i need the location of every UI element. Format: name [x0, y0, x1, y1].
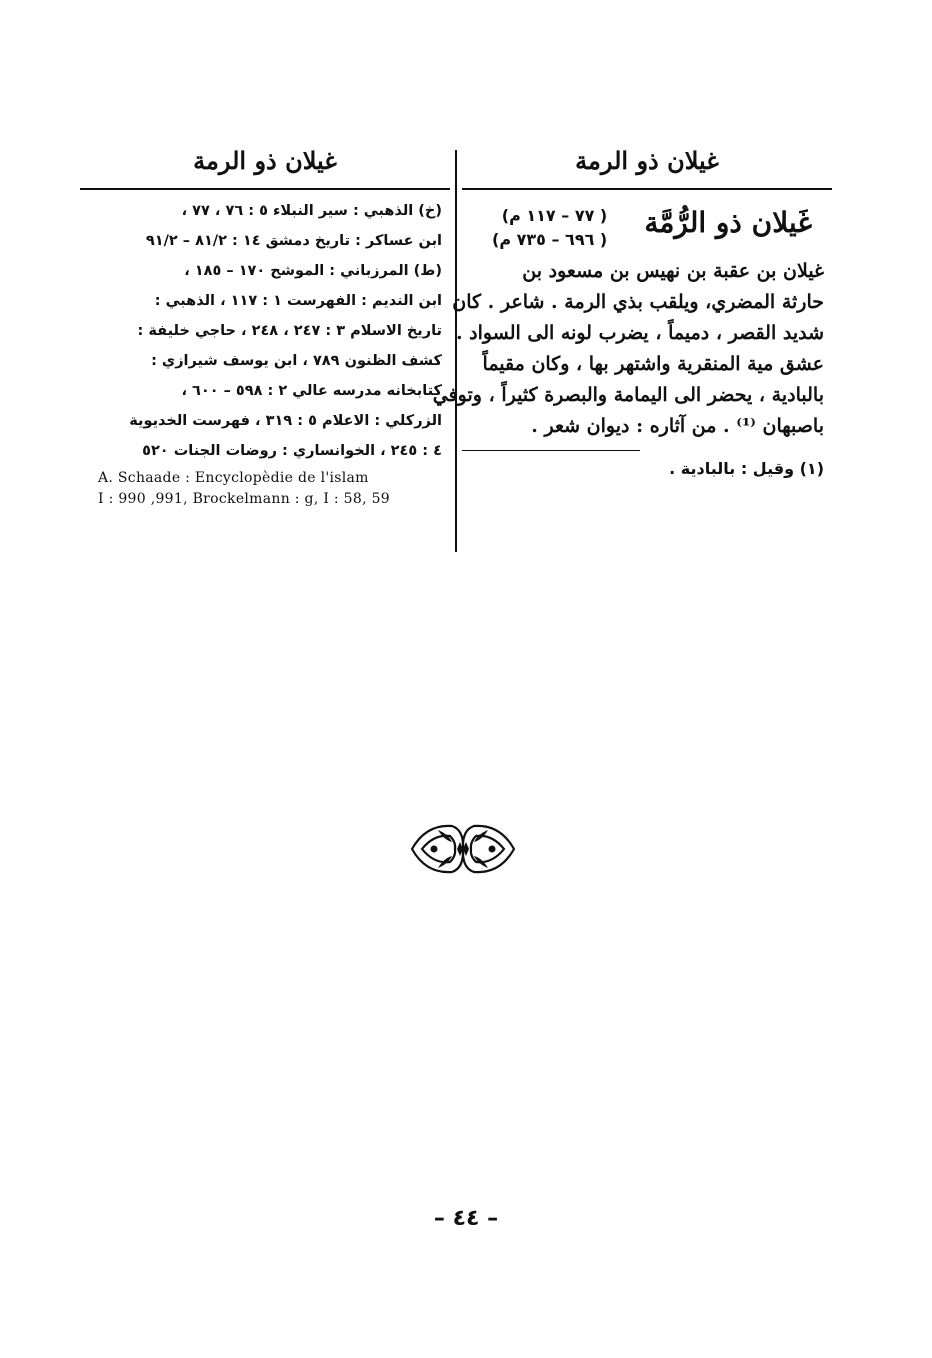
entry-body — [432, 256, 832, 442]
entry-dates — [492, 204, 607, 252]
reference-line: كشف الظنون ٧٨٩ ، ابن يوسف شيرازي : — [151, 353, 442, 369]
right-header-rule — [462, 188, 832, 190]
body-line: غيلان بن عقبة بن نهيس بن مسعود بن — [522, 260, 824, 282]
body-line: عشق مية المنقرية واشتهر بها ، وكان مقيماً — [482, 353, 824, 375]
right-column-header: غيلان ذو الرمة — [575, 146, 719, 175]
ornament-icon — [408, 820, 518, 878]
page-number: – ٤٤ – — [433, 1206, 499, 1231]
reference-line: تاريخ الاسلام ٣ : ٢٤٧ ، ٢٤٨ ، حاجي خليفة : — [137, 323, 442, 339]
reference-line: (ط) المرزباني : الموشح ١٧٠ – ١٨٥ ، — [184, 263, 442, 279]
references-list — [80, 190, 450, 466]
body-line: باصبهان ⁽¹⁾ . من آثاره : ديوان شعر . — [531, 415, 824, 437]
reference-line: الزركلي : الاعلام ٥ : ٣١٩ ، فهرست الخديوية — [129, 413, 442, 429]
reference-line: ابن النديم : الفهرست ١ : ١١٧ ، الذهبي : — [154, 293, 442, 309]
body-line: بالبادية ، يحضر الى اليمامة والبصرة كثيراً ، وتوفي — [432, 384, 824, 406]
reference-line: كتابخانه مدرسه عالي ٢ : ٥٩٨ – ٦٠٠ ، — [181, 383, 442, 399]
footnote: (١) وقيل : بالبادية . — [669, 459, 824, 478]
body-line: حارثة المضري، ويلقب بذي الرمة . شاعر . كان — [452, 291, 824, 313]
left-column — [80, 140, 450, 510]
dates-gregorian: ( ٦٩٦ – ٧٣٥ م) — [492, 230, 608, 249]
entry-heading — [462, 200, 832, 256]
reference-line: ٤ : ٢٤٥ ، الخوانساري : روضات الجنات ٥٢٠ — [142, 443, 442, 459]
reference-line: (خ) الذهبي : سير النبلاء ٥ : ٧٦ ، ٧٧ ، — [181, 203, 442, 219]
footnote-rule — [462, 450, 640, 451]
entry-title: غَيلان ذو الرُّمَّة — [644, 206, 812, 239]
latin-reference-line: I : 990 ,991, Brockelmann : g, I : 58, 59 — [98, 491, 390, 507]
column-divider — [455, 150, 457, 552]
left-column-header: غيلان ذو الرمة — [193, 146, 337, 175]
latin-reference-line: A. Schaade : Encyclopèdie de l'islam — [98, 470, 369, 486]
latin-references — [80, 468, 450, 510]
right-column — [432, 140, 832, 478]
dates-hijri: ( ٧٧ – ١١٧ م) — [501, 206, 608, 225]
reference-line: ابن عساكر : تاريخ دمشق ١٤ : ٨١/٢ – ٩١/٢ — [145, 233, 442, 249]
body-line: شديد القصر ، دميماً ، يضرب لونه الى السواد . — [455, 322, 824, 344]
